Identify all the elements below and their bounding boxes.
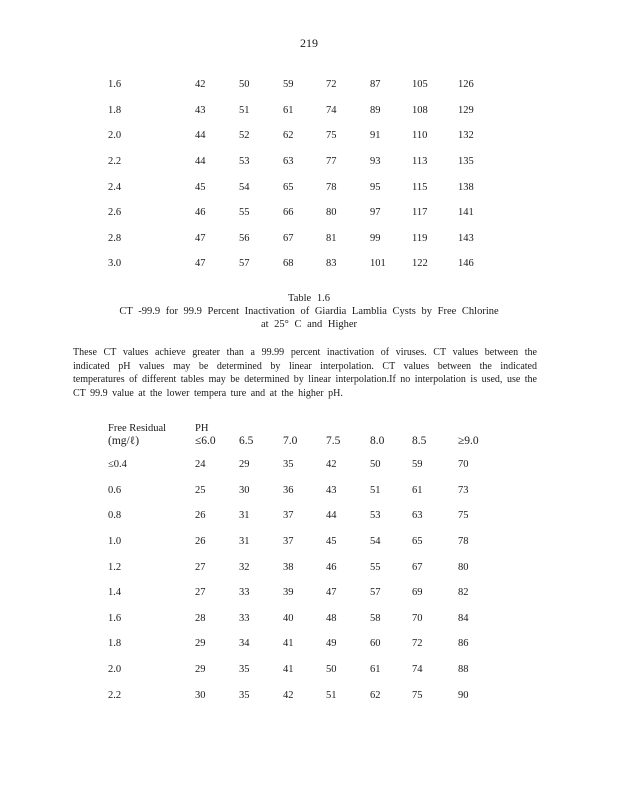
- ct-value-cell: 108: [412, 104, 428, 116]
- ct-value-cell: 61: [370, 664, 381, 676]
- ct-value-cell: 143: [458, 232, 474, 244]
- ct-value-cell: 95: [370, 181, 381, 193]
- ct-value-cell: 78: [326, 181, 337, 193]
- ct-value-cell: 40: [283, 612, 294, 624]
- ct-value-cell: 39: [283, 587, 294, 599]
- ct-value-cell: 44: [195, 130, 206, 142]
- ct-value-cell: 110: [412, 130, 428, 142]
- residual-cell: 2.8: [108, 232, 122, 244]
- ct-value-cell: 26: [195, 536, 206, 548]
- ct-value-cell: 66: [283, 207, 294, 219]
- residual-cell: 0.6: [108, 484, 122, 496]
- ct-value-cell: 53: [370, 510, 381, 522]
- ct-value-cell: 50: [326, 664, 337, 676]
- table-caption: CT -99.9 for 99.9 Percent Inactivation of Giardia Lamblia Cysts by Free Chlorine: [119, 306, 499, 317]
- ct-value-cell: 74: [326, 104, 337, 116]
- ct-value-cell: 50: [370, 459, 381, 471]
- ct-value-cell: 42: [326, 459, 337, 471]
- ct-value-cell: 83: [326, 258, 337, 270]
- ct-value-cell: 75: [458, 510, 469, 522]
- ct-value-cell: 146: [458, 258, 474, 270]
- ct-value-cell: 73: [458, 484, 469, 496]
- table-row: [108, 226, 488, 252]
- ct-value-cell: 57: [370, 587, 381, 599]
- ph-column-header: ≥9.0: [458, 435, 479, 447]
- residual-cell: 2.4: [108, 181, 122, 193]
- ct-value-cell: 75: [412, 689, 423, 701]
- ct-value-cell: 57: [239, 258, 250, 270]
- ct-value-cell: 28: [195, 612, 206, 624]
- ct-value-cell: 65: [283, 181, 294, 193]
- ct-value-cell: 70: [458, 459, 469, 471]
- ct-value-cell: 25: [195, 484, 206, 496]
- ct-value-cell: 65: [412, 536, 423, 548]
- table-row: [108, 554, 488, 580]
- residual-cell: 1.6: [108, 612, 122, 624]
- ct-value-cell: 32: [239, 561, 250, 573]
- ct-value-cell: 75: [326, 130, 337, 142]
- ct-value-cell: 72: [326, 79, 337, 91]
- ct-value-cell: 43: [195, 104, 206, 116]
- table-row: [108, 200, 488, 226]
- ct-value-cell: 29: [195, 638, 206, 650]
- ct-value-cell: 70: [412, 612, 423, 624]
- ct-value-cell: 88: [458, 664, 469, 676]
- ct-value-cell: 47: [326, 587, 337, 599]
- table-row: [108, 478, 488, 504]
- residual-cell: 3.0: [108, 258, 122, 270]
- ct-value-cell: 61: [283, 104, 294, 116]
- ct-value-cell: 59: [412, 459, 423, 471]
- ct-value-cell: 35: [283, 459, 294, 471]
- ct-value-cell: 51: [370, 484, 381, 496]
- table-row: [108, 606, 488, 632]
- ct-value-cell: 67: [283, 232, 294, 244]
- table-row: [108, 503, 488, 529]
- table-caption-temperature: at 25° C and Higher: [260, 319, 358, 330]
- ct-value-cell: 89: [370, 104, 381, 116]
- ct-value-cell: 93: [370, 156, 381, 168]
- residual-cell: 1.8: [108, 638, 122, 650]
- ct-table-giardia: [108, 452, 488, 708]
- table-row: [108, 149, 488, 175]
- ct-value-cell: 55: [239, 207, 250, 219]
- header-unit: (mg/ℓ): [108, 435, 140, 447]
- residual-cell: 1.8: [108, 104, 122, 116]
- residual-cell: 2.2: [108, 156, 122, 168]
- ph-column-header: 8.0: [370, 435, 385, 447]
- ct-value-cell: 35: [239, 689, 250, 701]
- ct-value-cell: 54: [239, 181, 250, 193]
- ct-value-cell: 47: [195, 258, 206, 270]
- table-row: [108, 123, 488, 149]
- table-row: [108, 452, 488, 478]
- ct-value-cell: 62: [283, 130, 294, 142]
- table-row: [108, 682, 488, 708]
- residual-cell: ≤0.4: [108, 459, 127, 471]
- ct-value-cell: 45: [195, 181, 206, 193]
- ct-value-cell: 56: [239, 232, 250, 244]
- ct-value-cell: 119: [412, 232, 428, 244]
- ct-value-cell: 35: [239, 664, 250, 676]
- ct-value-cell: 58: [370, 612, 381, 624]
- ct-value-cell: 82: [458, 587, 469, 599]
- ct-value-cell: 51: [239, 104, 250, 116]
- ct-value-cell: 113: [412, 156, 428, 168]
- ct-value-cell: 52: [239, 130, 250, 142]
- residual-cell: 2.0: [108, 664, 122, 676]
- ct-value-cell: 33: [239, 587, 250, 599]
- ct-value-cell: 69: [412, 587, 423, 599]
- table-row: [108, 174, 488, 200]
- ct-value-cell: 91: [370, 130, 381, 142]
- ct-value-cell: 47: [195, 232, 206, 244]
- ct-value-cell: 68: [283, 258, 294, 270]
- ct-value-cell: 30: [195, 689, 206, 701]
- ph-column-header: 8.5: [412, 435, 427, 447]
- ct-table-continued: [108, 72, 488, 277]
- residual-cell: 1.4: [108, 587, 122, 599]
- residual-cell: 1.0: [108, 536, 122, 548]
- ct-value-cell: 138: [458, 181, 474, 193]
- table-title: Table 1.6: [288, 293, 330, 304]
- ph-column-header: 6.5: [239, 435, 254, 447]
- ct-value-cell: 46: [195, 207, 206, 219]
- ct-value-cell: 38: [283, 561, 294, 573]
- ct-value-cell: 50: [239, 79, 250, 91]
- ct-value-cell: 122: [412, 258, 428, 270]
- ct-value-cell: 48: [326, 612, 337, 624]
- ct-value-cell: 97: [370, 207, 381, 219]
- ph-column-header: 7.0: [283, 435, 298, 447]
- ct-value-cell: 72: [412, 638, 423, 650]
- ct-value-cell: 77: [326, 156, 337, 168]
- ct-value-cell: 46: [326, 561, 337, 573]
- ct-value-cell: 42: [195, 79, 206, 91]
- ph-column-header: 7.5: [326, 435, 341, 447]
- residual-cell: 0.8: [108, 510, 122, 522]
- ct-value-cell: 129: [458, 104, 474, 116]
- ct-value-cell: 105: [412, 79, 428, 91]
- ct-value-cell: 80: [326, 207, 337, 219]
- ct-value-cell: 78: [458, 536, 469, 548]
- ct-value-cell: 44: [326, 510, 337, 522]
- residual-cell: 1.2: [108, 561, 122, 573]
- ct-value-cell: 42: [283, 689, 294, 701]
- ct-value-cell: 41: [283, 638, 294, 650]
- table-row: [108, 98, 488, 124]
- header-free-residual: Free Residual: [108, 423, 167, 434]
- ct-value-cell: 81: [326, 232, 337, 244]
- ct-value-cell: 36: [283, 484, 294, 496]
- table-row: [108, 251, 488, 277]
- table-row: [108, 72, 488, 98]
- ct-value-cell: 135: [458, 156, 474, 168]
- ct-value-cell: 126: [458, 79, 474, 91]
- ct-value-cell: 27: [195, 587, 206, 599]
- residual-cell: 2.2: [108, 689, 122, 701]
- table-row: [108, 631, 488, 657]
- ct-value-cell: 29: [239, 459, 250, 471]
- ct-value-cell: 31: [239, 510, 250, 522]
- ct-value-cell: 45: [326, 536, 337, 548]
- ct-value-cell: 67: [412, 561, 423, 573]
- ct-value-cell: 141: [458, 207, 474, 219]
- ct-value-cell: 31: [239, 536, 250, 548]
- ct-value-cell: 34: [239, 638, 250, 650]
- ct-value-cell: 80: [458, 561, 469, 573]
- ct-value-cell: 61: [412, 484, 423, 496]
- ct-value-cell: 44: [195, 156, 206, 168]
- table-row: [108, 657, 488, 683]
- ct-value-cell: 43: [326, 484, 337, 496]
- ct-value-cell: 87: [370, 79, 381, 91]
- ct-value-cell: 24: [195, 459, 206, 471]
- residual-cell: 1.6: [108, 79, 122, 91]
- ct-value-cell: 27: [195, 561, 206, 573]
- ct-value-cell: 117: [412, 207, 428, 219]
- ct-value-cell: 101: [370, 258, 386, 270]
- ct-value-cell: 26: [195, 510, 206, 522]
- ct-value-cell: 132: [458, 130, 474, 142]
- ct-value-cell: 60: [370, 638, 381, 650]
- table-row: [108, 580, 488, 606]
- ct-value-cell: 29: [195, 664, 206, 676]
- ph-column-header: ≤6.0: [195, 435, 216, 447]
- page-number: 219: [300, 36, 318, 50]
- ct-value-cell: 53: [239, 156, 250, 168]
- explanatory-paragraph: These CT values achieve greater than a 99.99 percent inactivation of viruses. CT values between the indicated pH values may be determined by linear interpolation. CT values between the indicated temperatures of different tables may be determined by linear interpolation.If no interpolation is used, use the CT 99.9 value at the lower tempera ture and at the higher pH.: [73, 347, 537, 399]
- ct-value-cell: 41: [283, 664, 294, 676]
- header-ph: PH: [195, 423, 209, 434]
- ct-value-cell: 33: [239, 612, 250, 624]
- ct-value-cell: 74: [412, 664, 423, 676]
- ct-value-cell: 84: [458, 612, 469, 624]
- ct-value-cell: 63: [412, 510, 423, 522]
- ct-value-cell: 62: [370, 689, 381, 701]
- residual-cell: 2.0: [108, 130, 122, 142]
- ct-value-cell: 63: [283, 156, 294, 168]
- ct-value-cell: 115: [412, 181, 428, 193]
- ct-value-cell: 54: [370, 536, 381, 548]
- ct-value-cell: 49: [326, 638, 337, 650]
- ct-value-cell: 30: [239, 484, 250, 496]
- ct-value-cell: 37: [283, 536, 294, 548]
- ct-value-cell: 55: [370, 561, 381, 573]
- table-row: [108, 529, 488, 555]
- ct-value-cell: 90: [458, 689, 469, 701]
- residual-cell: 2.6: [108, 207, 122, 219]
- ct-value-cell: 59: [283, 79, 294, 91]
- ct-value-cell: 37: [283, 510, 294, 522]
- ct-value-cell: 86: [458, 638, 469, 650]
- ct-value-cell: 51: [326, 689, 337, 701]
- ct-value-cell: 99: [370, 232, 381, 244]
